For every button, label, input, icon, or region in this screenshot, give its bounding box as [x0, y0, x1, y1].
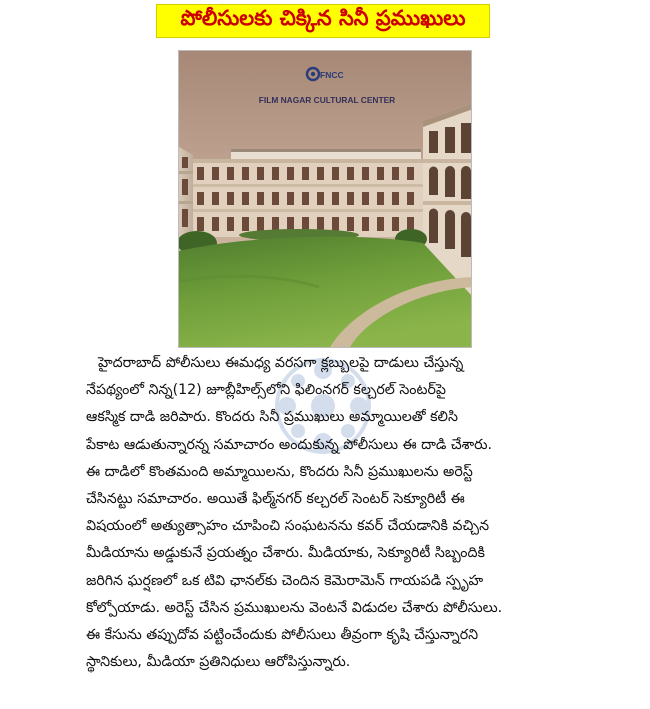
article-line: ఈ దాడిలో కొంతమంది అమ్మాయిలను, కొందరు సినీ ప్రముఖులను అరెస్ట్: [86, 463, 473, 480]
fncc-sign-text: FILM NAGAR CULTURAL CENTER: [258, 95, 396, 105]
fncc-building-photo: [178, 50, 472, 348]
article-line: మీడియాను అడ్డుకునే ప్రయత్నం చేశారు. మీడియాకు, సెక్యూరిటీ సిబ్బందికి: [86, 545, 485, 562]
article-line: హైదరాబాద్ పోలీసులు ఈమధ్య వరసగా క్లబ్బులపై దాడులు చేస్తున్న: [98, 355, 464, 371]
fncc-logo-text: FNCC: [320, 70, 344, 80]
article-line: విషయంలో అత్యుత్సాహం చూపించి సంఘటనను కవర్ చేయడానికి వచ్చిన: [86, 518, 490, 535]
article-line: జరిగిన ఘర్షణలో ఒక టివి ఛానల్‌కు చెందిన కెమెరామెన్ గాయపడి స్పృహ: [86, 572, 484, 589]
article-line: స్థానికులు, మీడియా ప్రతినిధులు ఆరోపిస్తున్నారు.: [86, 654, 351, 671]
article-line: కోల్పోయాడు. అరెస్ట్ చేసిన ప్రముఖులను వెంటనే విడుదల చేశారు పోలీసులు.: [86, 599, 503, 616]
article-line: పేకాట ఆడుతున్నారన్న సమాచారం అందుకున్న పోలీసులు ఈ దాడి చేశారు.: [86, 436, 493, 453]
headline: పోలీసులకు చిక్కిన సినీ ప్రముఖులు: [156, 4, 490, 38]
back-building: [191, 159, 429, 237]
article-line: ఈ కేసును తప్పుదోవ పట్టించేందుకు పోలీసులు తీవ్రంగా కృషి చేస్తున్నారని: [86, 627, 479, 644]
article-line: నేపథ్యంలో నిన్న(12) జూబ్లీహిల్స్‌లోని ఫిలింనగర్ కల్చరల్ సెంటర్‌పై: [86, 382, 446, 399]
news-article-body: [86, 350, 564, 676]
article-line: ఆకస్మిక దాడి జరిపారు. కొందరు సినీ ప్రముఖులు అమ్మాయిలతో కలిసి: [86, 409, 458, 426]
article-line: చేసినట్టు సమాచారం. అయితే ఫిల్మ్‌నగర్ కల్చరల్ సెంటర్ సెక్యూరిటీ ఈ: [86, 491, 465, 508]
